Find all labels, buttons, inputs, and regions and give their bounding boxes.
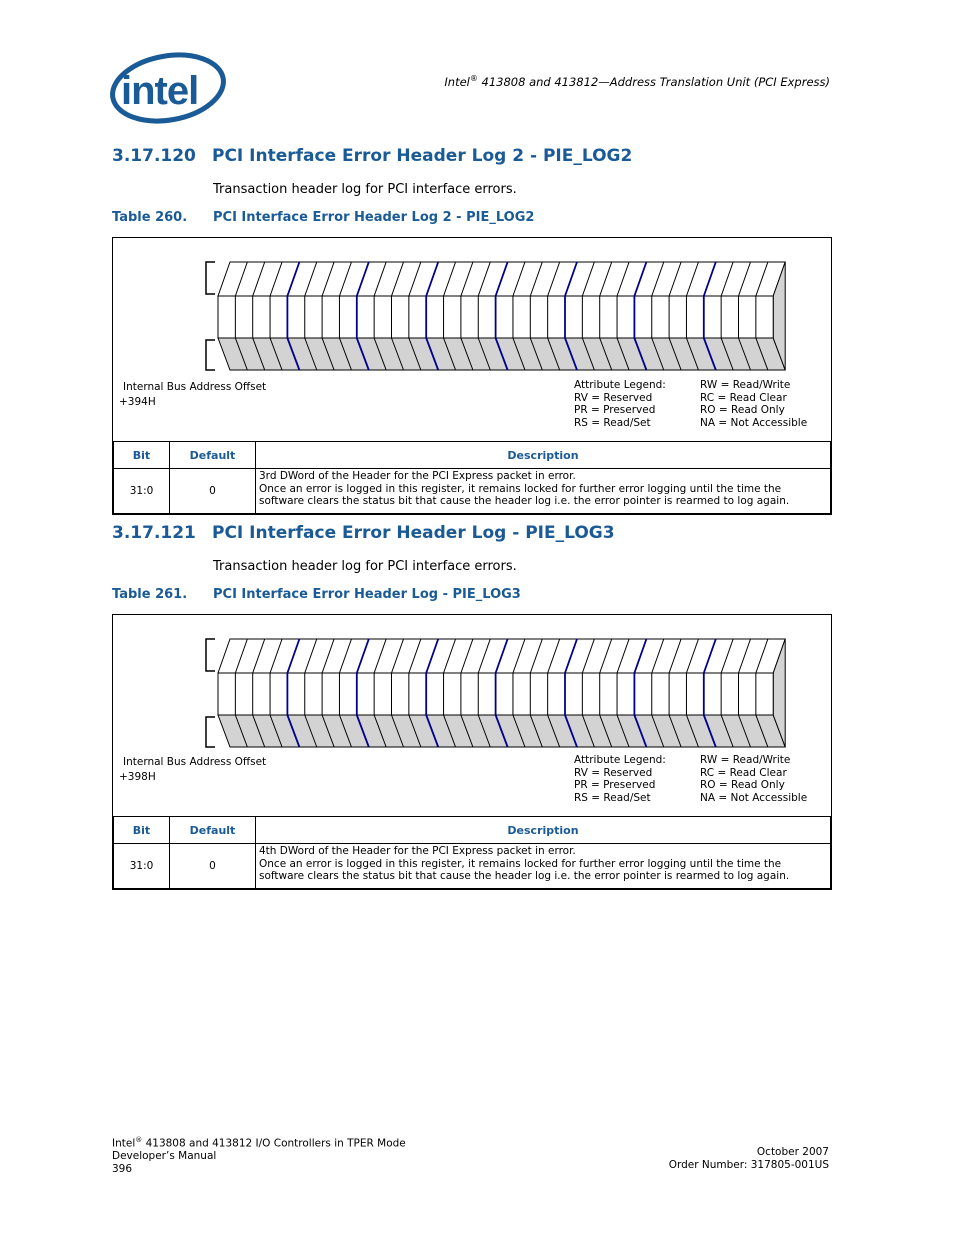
intel-logo-text: intel <box>121 69 199 113</box>
table-row <box>114 844 831 889</box>
attribute-legend <box>574 754 807 804</box>
running-header <box>400 74 830 89</box>
page-footer <box>112 1134 406 1175</box>
header-title-prefix: Intel <box>444 74 470 89</box>
offset-label: Internal Bus Address Offset <box>123 381 267 393</box>
bracket-upper <box>206 639 215 671</box>
table-number: Table 260. <box>112 210 188 225</box>
col-description-header: Description <box>256 442 831 469</box>
col-description-header: Description <box>256 817 831 844</box>
bracket-upper <box>206 262 215 294</box>
offset-label: Internal Bus Address Offset <box>123 756 267 768</box>
section-title: PCI Interface Error Header Log - PIE_LOG3 <box>212 523 615 543</box>
legend-item: RV = Reserved <box>574 766 653 779</box>
cell-bit: 31:0 <box>114 469 170 514</box>
legend-item: RW = Read/Write <box>700 379 791 391</box>
section-body: Transaction header log for PCI interface errors. <box>213 559 517 574</box>
register-table <box>112 614 832 890</box>
table-number: Table 261. <box>112 587 188 602</box>
legend-item: NA = Not Accessible <box>700 416 808 429</box>
table-header-row <box>114 442 831 469</box>
cell-bit: 31:0 <box>114 844 170 889</box>
offset-value: +398H <box>119 771 156 783</box>
description-line: Once an error is logged in this register, it remains locked for further error logging until the time the <box>259 482 782 495</box>
cell-description <box>256 469 831 514</box>
legend-item: RO = Read Only <box>700 779 785 792</box>
page-number: 396 <box>112 1162 133 1175</box>
table-header-row <box>114 817 831 844</box>
table-title: PCI Interface Error Header Log - PIE_LOG3 <box>213 587 521 602</box>
footer-prefix: Intel <box>112 1137 136 1150</box>
col-bit-header: Bit <box>114 442 170 469</box>
offset-value: +394H <box>119 396 156 408</box>
cell-default: 0 <box>170 844 256 889</box>
legend-item: RO = Read Only <box>700 404 785 417</box>
header-title-rest: 413808 and 413812—Address Translation Unit (PCI Express) <box>477 74 830 89</box>
col-default-header: Default <box>170 817 256 844</box>
footer-doc-title: 413808 and 413812 I/O Controllers in TPER Mode <box>142 1137 406 1150</box>
col-bit-header: Bit <box>114 817 170 844</box>
table-row <box>114 469 831 514</box>
legend-item: PR = Preserved <box>574 779 656 792</box>
footer-date: October 2007 <box>756 1146 829 1158</box>
footer-manual: Developer’s Manual <box>112 1150 217 1162</box>
table-caption <box>112 587 521 602</box>
field-table <box>113 816 831 889</box>
legend-item: RS = Read/Set <box>574 791 651 804</box>
section-number: 3.17.121 <box>112 523 196 543</box>
footer-line-1 <box>112 1134 406 1150</box>
field-table <box>113 441 831 514</box>
header-reg-mark: ® <box>469 74 478 83</box>
section-number: 3.17.120 <box>112 146 196 166</box>
section-heading <box>112 523 615 543</box>
bracket-lower <box>206 717 215 747</box>
legend-item: RW = Read/Write <box>700 754 791 766</box>
cell-description <box>256 844 831 889</box>
legend-item: RC = Read Clear <box>700 766 787 779</box>
register-table <box>112 237 832 515</box>
intel-logo <box>108 48 228 124</box>
legend-item: RV = Reserved <box>574 391 653 404</box>
description-line: software clears the status bit that cause the header log i.e. the error pointer is rearmed to log again. <box>259 495 790 508</box>
bracket-lower <box>206 340 215 370</box>
legend-item: RC = Read Clear <box>700 391 787 404</box>
description-line: software clears the status bit that cause the header log i.e. the error pointer is rearmed to log again. <box>259 870 790 883</box>
table-caption <box>112 210 534 225</box>
section-heading <box>112 146 632 166</box>
footer-reg-mark: ® <box>135 1136 143 1144</box>
col-default-header: Default <box>170 442 256 469</box>
table-title: PCI Interface Error Header Log 2 - PIE_LOG2 <box>213 210 535 225</box>
page-footer-right <box>600 1146 829 1171</box>
cell-default: 0 <box>170 469 256 514</box>
description-line: 4th DWord of the Header for the PCI Express packet in error. <box>259 845 576 857</box>
description-line: 3rd DWord of the Header for the PCI Express packet in error. <box>259 470 576 482</box>
section-body: Transaction header log for PCI interface errors. <box>213 182 517 197</box>
footer-order-number: Order Number: 317805-001US <box>668 1158 829 1171</box>
legend-title: Attribute Legend: <box>574 754 666 766</box>
legend-item: NA = Not Accessible <box>700 791 808 804</box>
attribute-legend <box>574 379 807 429</box>
legend-item: RS = Read/Set <box>574 416 651 429</box>
legend-title: Attribute Legend: <box>574 379 666 391</box>
legend-item: PR = Preserved <box>574 404 656 417</box>
description-line: Once an error is logged in this register, it remains locked for further error logging until the time the <box>259 857 782 870</box>
section-title: PCI Interface Error Header Log 2 - PIE_LOG2 <box>212 146 633 166</box>
